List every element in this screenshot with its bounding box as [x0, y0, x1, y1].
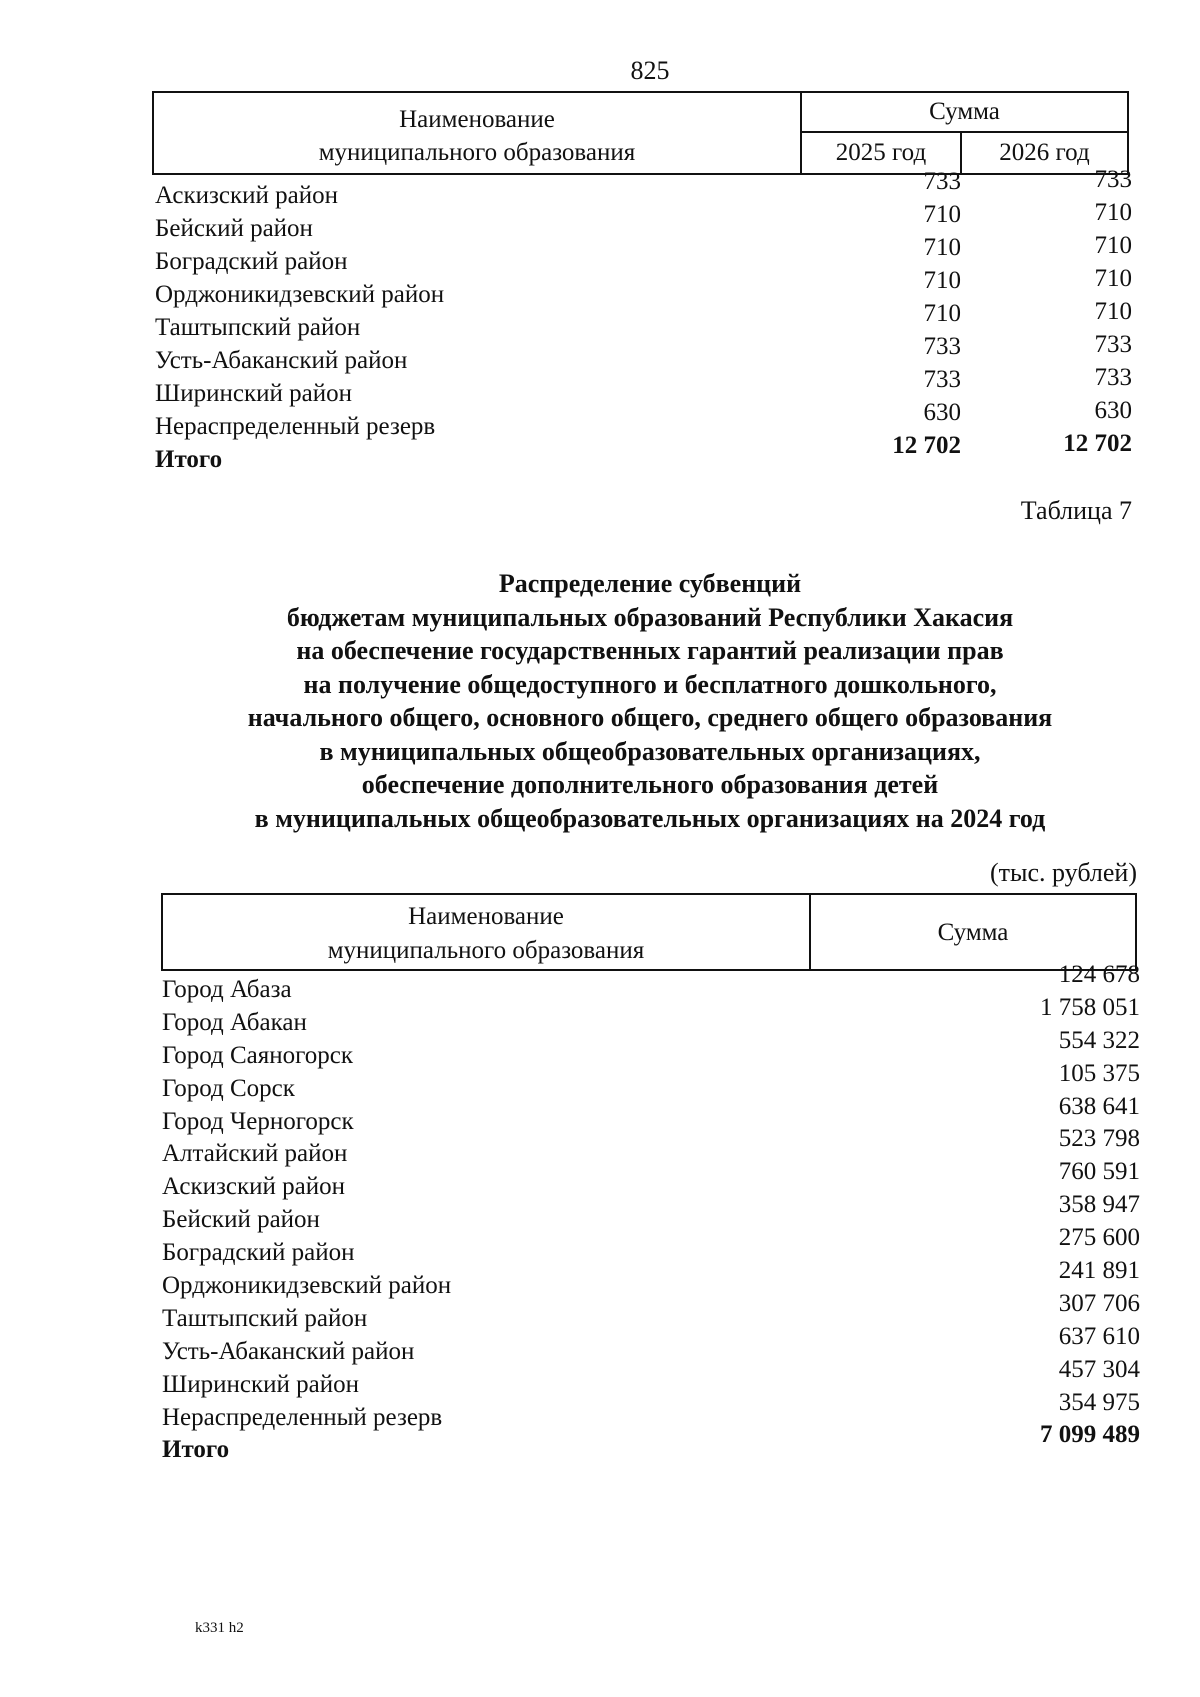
- table2-body: [162, 961, 1140, 1469]
- table2-header-sum: Сумма: [937, 919, 1009, 946]
- row-value-2025: 710: [923, 234, 961, 261]
- table-row: [162, 1388, 1140, 1437]
- table2-header-name-line1: Наименование: [408, 903, 564, 930]
- table-row: [162, 1158, 1140, 1206]
- total-value: 7 099 489: [1040, 1421, 1140, 1449]
- title-line: Распределение субвенций: [498, 569, 802, 598]
- row-name: Нераспределенный резерв: [155, 413, 436, 440]
- row-name: Ширинский район: [162, 1370, 359, 1398]
- table-row: [162, 1191, 1140, 1239]
- row-value-2025: 733: [923, 366, 961, 393]
- title-line: начального общего, основного общего, среднего общего образования: [247, 703, 1053, 732]
- row-name: Орджоникидзевский район: [162, 1272, 452, 1300]
- row-name: Аскизский район: [155, 182, 339, 209]
- row-value: 554 322: [1058, 1026, 1140, 1054]
- table-row: [162, 1257, 1140, 1305]
- table-row: [162, 993, 1140, 1042]
- table2-header-name: [163, 895, 811, 969]
- row-value-2026: 710: [1094, 232, 1132, 259]
- row-value: 638 641: [1058, 1092, 1140, 1120]
- total-value-2025: 12 702: [892, 432, 961, 459]
- table-row: [162, 1289, 1140, 1338]
- row-name: Боградский район: [162, 1239, 355, 1267]
- row-value-2025: 630: [923, 399, 961, 426]
- table-row: [162, 1026, 1140, 1075]
- table-row: [162, 1355, 1140, 1404]
- row-name: Усть-Абаканский район: [162, 1337, 415, 1365]
- total-label: Итого: [162, 1436, 230, 1464]
- row-value-2026: 733: [1094, 166, 1132, 193]
- title-line: обеспечение дополнительного образования детей: [361, 770, 939, 799]
- total-value-2026: 12 702: [1063, 430, 1132, 457]
- row-value: 275 600: [1058, 1224, 1140, 1252]
- table1-header-year-2025: 2025 год: [802, 133, 962, 173]
- table-row: [155, 232, 1132, 279]
- row-name: Аскизский район: [162, 1173, 346, 1201]
- table-row: [162, 961, 1140, 1009]
- page-number: 825: [630, 56, 670, 85]
- table-row: [162, 1092, 1140, 1141]
- table1-header-sum: Сумма: [802, 93, 1127, 133]
- row-value: 354 975: [1058, 1388, 1140, 1416]
- footer-code: k331 h2: [195, 1620, 244, 1636]
- row-value: 358 947: [1058, 1191, 1140, 1219]
- row-value-2026: 710: [1094, 265, 1132, 292]
- row-value: 457 304: [1058, 1355, 1140, 1383]
- table-row: [155, 397, 1132, 444]
- row-name: Город Сорск: [162, 1074, 295, 1102]
- row-value: 105 375: [1058, 1059, 1140, 1087]
- table-row: [155, 364, 1132, 411]
- row-name: Усть-Абаканский район: [155, 347, 408, 374]
- row-value: 241 891: [1058, 1257, 1140, 1285]
- row-value: 124 678: [1058, 961, 1140, 988]
- table-total-row: [155, 430, 1132, 477]
- row-name: Город Абаза: [162, 976, 292, 1003]
- table1-body: [155, 166, 1132, 477]
- row-value-2025: 710: [923, 267, 961, 294]
- table-row: [162, 1322, 1140, 1371]
- row-name: Орджоникидзевский район: [155, 281, 445, 308]
- row-value-2025: 710: [923, 300, 961, 327]
- row-name: Таштыпский район: [155, 314, 361, 341]
- row-name: Город Саяногорск: [162, 1041, 354, 1069]
- row-value-2026: 630: [1094, 397, 1132, 424]
- units-label: (тыс. рублей): [989, 858, 1137, 887]
- table-row: [155, 166, 1132, 213]
- title-line: на обеспечение государственных гарантий реализации прав: [296, 636, 1004, 665]
- table1-header-name-line1: Наименование: [399, 106, 555, 133]
- row-value-2026: 710: [1094, 199, 1132, 226]
- row-name: Нераспределенный резерв: [162, 1403, 443, 1431]
- row-value: 637 610: [1058, 1322, 1140, 1350]
- document-title: [0, 567, 1200, 835]
- table-row: [155, 199, 1132, 246]
- row-value-2026: 733: [1094, 364, 1132, 391]
- row-name: Бейский район: [155, 215, 313, 242]
- row-value-2025: 733: [923, 168, 961, 195]
- table2-header-name-line2: муниципального образования: [327, 937, 645, 964]
- row-value: 760 591: [1058, 1158, 1140, 1186]
- row-value-2026: 733: [1094, 331, 1132, 358]
- title-line: в муниципальных общеобразовательных организациях,: [319, 736, 981, 766]
- row-value-2025: 733: [923, 333, 961, 360]
- row-value: 307 706: [1058, 1289, 1140, 1317]
- table2-header: [161, 893, 1137, 971]
- row-name: Город Абакан: [162, 1008, 307, 1036]
- row-value: 523 798: [1058, 1125, 1140, 1153]
- table-total-row: [162, 1421, 1140, 1469]
- table-row: [155, 298, 1132, 345]
- table-row: [155, 331, 1132, 378]
- row-value-2026: 710: [1094, 298, 1132, 325]
- title-line: в муниципальных общеобразовательных организациях на 2024 год: [254, 803, 1046, 833]
- row-value-2025: 710: [923, 201, 961, 228]
- row-name: Таштыпский район: [162, 1304, 368, 1332]
- row-name: Алтайский район: [162, 1140, 348, 1168]
- table1-header-name-line2: муниципального образования: [318, 139, 636, 166]
- total-label: Итого: [155, 446, 223, 473]
- table1-header-year-2026: 2026 год: [999, 139, 1090, 166]
- row-name: Бейский район: [162, 1206, 320, 1234]
- row-name: Город Черногорск: [162, 1107, 354, 1135]
- row-value: 1 758 051: [1040, 993, 1140, 1021]
- row-name: Боградский район: [155, 248, 348, 275]
- table1-header: [152, 91, 1129, 175]
- table-row: [162, 1224, 1140, 1272]
- table1-header-name: [154, 93, 802, 173]
- table-row: [162, 1125, 1140, 1173]
- title-line: бюджетам муниципальных образований Республики Хакасия: [286, 602, 1014, 632]
- title-line: на получение общедоступного и бесплатного дошкольного,: [303, 669, 997, 699]
- row-name: Ширинский район: [155, 380, 352, 407]
- table-caption: Таблица 7: [1020, 496, 1132, 525]
- table-row: [155, 265, 1132, 312]
- table-row: [162, 1059, 1140, 1108]
